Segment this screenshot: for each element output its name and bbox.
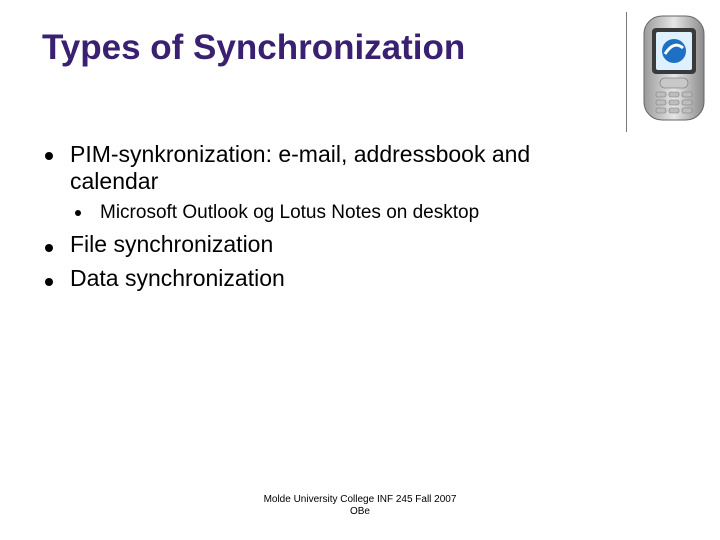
footer: [210, 494, 510, 518]
footer-line: Molde University College INF 245 Fall 2007: [263, 494, 457, 505]
bullet-item: Data synchronization: [70, 265, 285, 291]
sub-bullet-item: Microsoft Outlook og Lotus Notes on desktop: [100, 202, 480, 223]
sub-bullet-dot: [75, 210, 81, 216]
footer-line: OBe: [349, 506, 370, 517]
slide-title: Types of Synchronization: [42, 28, 466, 67]
bullet-dot: [45, 244, 53, 252]
bullet-item: PIM-synkronization: e-mail, addressbook and calendar: [70, 141, 531, 194]
bullet-dot: [45, 152, 53, 160]
divider-line: [626, 12, 627, 132]
bullet-item: File synchronization: [70, 231, 274, 257]
bullet-dot: [45, 278, 53, 286]
mobile-phone-icon: [638, 14, 710, 122]
